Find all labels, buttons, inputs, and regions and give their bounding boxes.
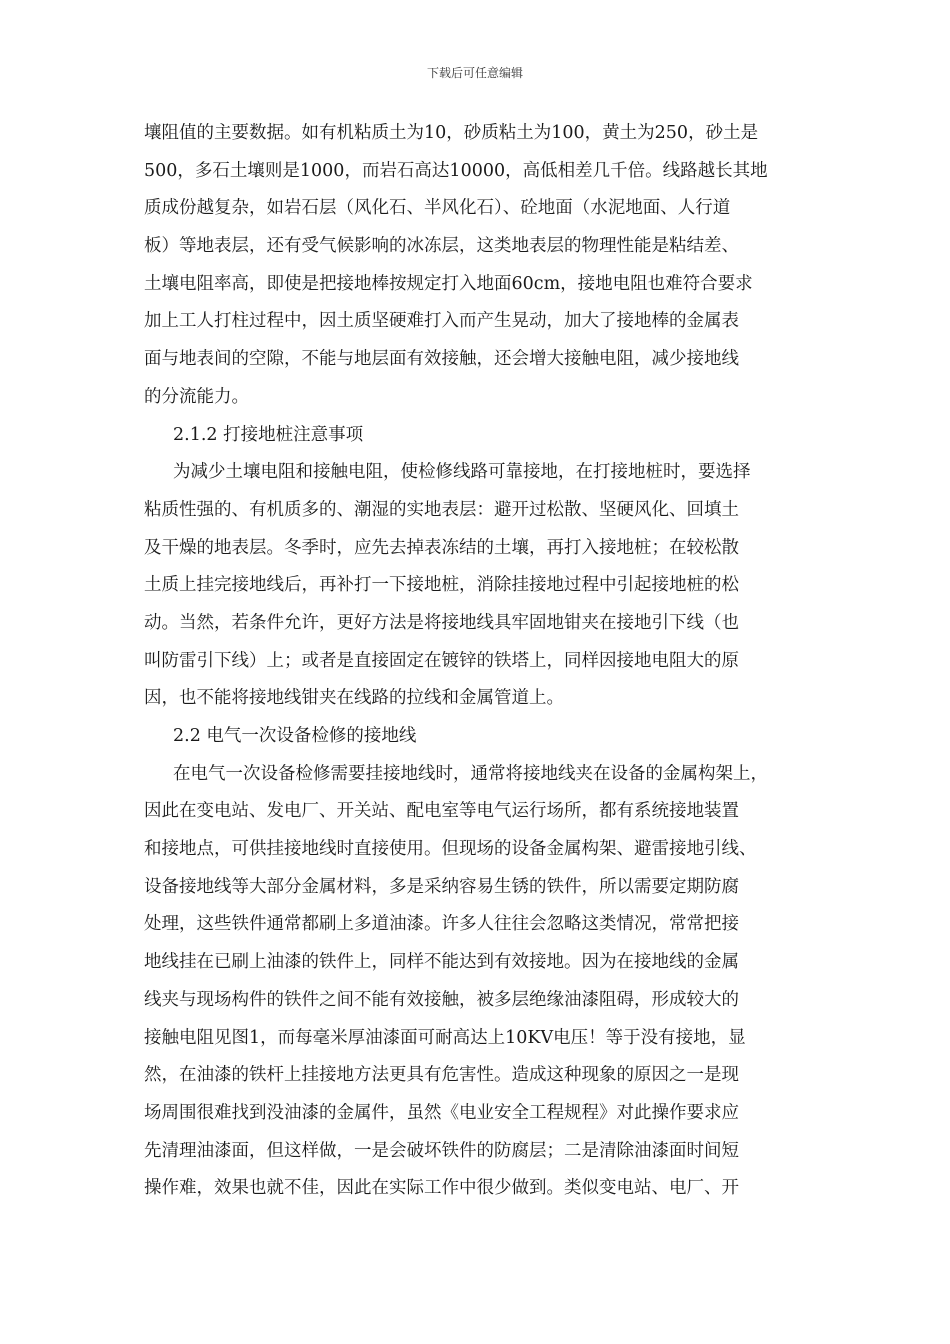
text-line: 粘质性强的、有机质多的、潮湿的实地表层：避开过松散、坚硬风化、回填土 [144, 499, 739, 520]
text-line: 因此在变电站、发电厂、开关站、配电室等电气运行场所，都有系统接地装置 [144, 801, 739, 822]
text-line: 动。当然，若条件允许，更好方法是将接地线具牢固地钳夹在接地引下线（也 [144, 612, 739, 633]
text-line: 接触电阻见图1，而每毫米厚油漆面可耐高达上10KV电压！等于没有接地，显 [144, 1027, 746, 1048]
text-line: 先清理油漆面，但这样做，一是会破坏铁件的防腐层；二是清除油漆面时间短 [144, 1140, 739, 1161]
text-line: 质成份越复杂，如岩石层（风化石、半风化石）、砼地面（水泥地面、人行道 [144, 198, 731, 219]
text-line: 然，在油漆的铁杆上挂接地方法更具有危害性。造成这种现象的原因之一是现 [144, 1065, 739, 1086]
text-line: 在电气一次设备检修需要挂接地线时，通常将接地线夹在设备的金属构架上， [173, 763, 768, 784]
text-line: 土壤电阻率高，即使是把接地棒按规定打入地面60cm，接地电阻也难符合要求 [144, 273, 753, 294]
text-line: 的分流能力。 [144, 386, 249, 407]
text-line: 为减少土壤电阻和接触电阻，使检修线路可靠接地，在打接地桩时，要选择 [173, 462, 751, 483]
text-line: 处理，这些铁件通常都刷上多道油漆。许多人往往会忽略这类情况，常常把接 [144, 914, 739, 935]
text-line: 壤阻值的主要数据。如有机粘质土为10，砂质粘土为100，黄土为250，砂土是 [144, 123, 759, 143]
text-line: 面与地表间的空隙，不能与地层面有效接触，还会增大接触电阻，减少接地线 [144, 349, 739, 370]
text-line: 操作难，效果也就不佳，因此在实际工作中很少做到。类似变电站、电厂、开 [144, 1178, 739, 1199]
text-line: 土质上挂完接地线后，再补打一下接地桩，消除挂接地过程中引起接地桩的松 [144, 575, 739, 596]
text-line: 500，多石土壤则是1000，而岩石高达10000，高低相差几千倍。线路越长其地 [144, 160, 768, 181]
text-line: 板）等地表层，还有受气候影响的冰冻层，这类地表层的物理性能是粘结差、 [144, 236, 739, 257]
text-line: 加上工人打柱过程中，因土质坚硬难打入而产生晃动，加大了接地棒的金属表 [144, 311, 739, 332]
text-line: 因，也不能将接地线钳夹在线路的拉线和金属管道上。 [144, 688, 564, 709]
page-header: 下载后可任意编辑 [426, 66, 523, 80]
text-line: 及干燥的地表层。冬季时，应先去掉表冻结的土壤，再打入接地桩；在较松散 [144, 537, 739, 558]
text-line: 和接地点，可供挂接地线时直接使用。但现场的设备金属构架、避雷接地引线、 [144, 839, 757, 860]
text-line: 地线挂在已刷上油漆的铁件上，同样不能达到有效接地。因为在接地线的金属 [144, 952, 739, 973]
text-line: 设备接地线等大部分金属材料，多是采纳容易生锈的铁件，所以需要定期防腐 [144, 876, 739, 897]
text-line: 2.1.2 打接地桩注意事项 [173, 424, 364, 445]
document-body [144, 115, 824, 1208]
text-line: 叫防雷引下线）上；或者是直接固定在镀锌的铁塔上，同样因接地电阻大的原 [144, 650, 739, 671]
text-line: 线夹与现场构件的铁件之间不能有效接触，被多层绝缘油漆阻碍，形成较大的 [144, 989, 739, 1010]
text-line: 2.2 电气一次设备检修的接地线 [173, 726, 417, 746]
text-line: 场周围很难找到没油漆的金属件，虽然《电业安全工程规程》对此操作要求应 [144, 1102, 739, 1123]
